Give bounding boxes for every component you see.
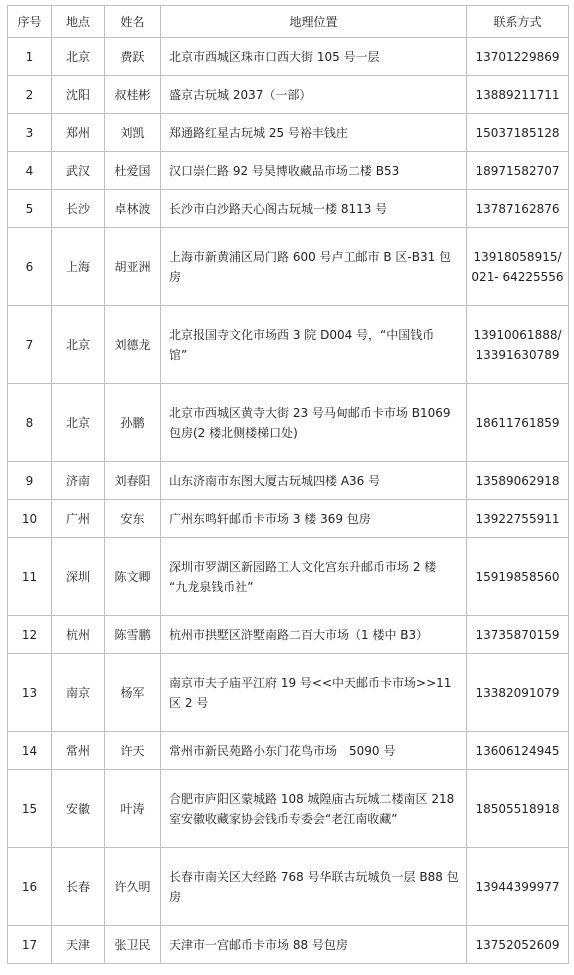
cell-name: 叔桂彬	[105, 76, 161, 114]
cell-location	[161, 538, 467, 616]
cell-location	[161, 654, 467, 732]
contact-line: 13889211711	[475, 87, 560, 102]
cell-city: 常州	[52, 732, 105, 770]
cell-contact	[467, 38, 569, 76]
cell-city: 北京	[52, 306, 105, 384]
cell-contact	[467, 384, 569, 462]
table-row	[8, 306, 569, 384]
location-line: 常州市新民苑路小东门花鸟市场 5090 号	[169, 743, 396, 758]
cell-name: 许久明	[105, 848, 161, 926]
cell-contact	[467, 306, 569, 384]
location-line: 馆”	[169, 347, 188, 362]
cell-city: 杭州	[52, 616, 105, 654]
contact-line: 13918058915/	[473, 249, 562, 264]
cell-index: 11	[8, 538, 52, 616]
table-row	[8, 190, 569, 228]
contact-line: 13944399977	[475, 879, 560, 894]
cell-city: 沈阳	[52, 76, 105, 114]
cell-city: 天津	[52, 926, 105, 964]
cell-location	[161, 848, 467, 926]
location-line: 长沙市白沙路天心阁古玩城一楼 8113 号	[169, 201, 388, 216]
table-row	[8, 500, 569, 538]
location-line: 汉口崇仁路 92 号昊博收藏品市场二楼 B53	[169, 163, 400, 178]
cell-name: 刘德龙	[105, 306, 161, 384]
cell-index: 1	[8, 38, 52, 76]
location-line: 山东济南市东图大厦古玩城四楼 A36 号	[169, 473, 381, 488]
table-row	[8, 76, 569, 114]
table-row	[8, 732, 569, 770]
contact-line: 13910061888/	[473, 327, 562, 342]
cell-index: 5	[8, 190, 52, 228]
header-location: 地理位置	[161, 6, 467, 38]
cell-contact	[467, 732, 569, 770]
cell-contact	[467, 538, 569, 616]
table-row	[8, 848, 569, 926]
location-line: 室安徽收藏家协会钱币专委会“老江南收藏”	[169, 811, 398, 826]
header-name: 姓名	[105, 6, 161, 38]
location-line: 南京市夫子庙平江府 19 号<<中天邮币卡市场>>11	[169, 675, 452, 690]
table-row	[8, 616, 569, 654]
cell-location	[161, 228, 467, 306]
cell-name: 卓林波	[105, 190, 161, 228]
cell-location	[161, 306, 467, 384]
location-line: 郑通路红星古玩城 25 号裕丰钱庄	[169, 125, 348, 140]
contact-line: 13589062918	[475, 473, 560, 488]
cell-location	[161, 190, 467, 228]
header-row	[8, 6, 569, 38]
cell-location	[161, 462, 467, 500]
location-line: 房	[169, 889, 182, 904]
cell-city: 长沙	[52, 190, 105, 228]
contact-line: 021- 64225556	[471, 269, 564, 284]
cell-index: 16	[8, 848, 52, 926]
header-city: 地点	[52, 6, 105, 38]
cell-city: 上海	[52, 228, 105, 306]
cell-index: 15	[8, 770, 52, 848]
contact-line: 13382091079	[475, 685, 560, 700]
cell-name: 安东	[105, 500, 161, 538]
contact-line: 15919858560	[475, 569, 560, 584]
contact-line: 13752052609	[475, 937, 560, 952]
cell-location	[161, 926, 467, 964]
table-body	[8, 38, 569, 964]
cell-index: 13	[8, 654, 52, 732]
contact-line: 18971582707	[475, 163, 560, 178]
contact-line: 13391630789	[475, 347, 560, 362]
contact-line: 13606124945	[475, 743, 560, 758]
table-row	[8, 38, 569, 76]
cell-contact	[467, 228, 569, 306]
cell-index: 8	[8, 384, 52, 462]
contact-line: 13787162876	[475, 201, 560, 216]
cell-index: 14	[8, 732, 52, 770]
cell-index: 7	[8, 306, 52, 384]
cell-name: 许天	[105, 732, 161, 770]
table-row	[8, 538, 569, 616]
cell-city: 济南	[52, 462, 105, 500]
table-row	[8, 654, 569, 732]
dealer-table	[7, 5, 569, 964]
location-line: 盛京古玩城 2037（一部）	[169, 87, 312, 102]
cell-city: 北京	[52, 38, 105, 76]
cell-name: 孙鹏	[105, 384, 161, 462]
contact-line: 18505518918	[475, 801, 560, 816]
cell-contact	[467, 654, 569, 732]
cell-contact	[467, 114, 569, 152]
cell-city: 深圳	[52, 538, 105, 616]
contact-line: 13922755911	[475, 511, 560, 526]
location-line: 北京市西城区黄寺大街 23 号马甸邮币卡市场 B1069	[169, 405, 451, 420]
table-row	[8, 462, 569, 500]
table-row	[8, 152, 569, 190]
contact-line: 15037185128	[475, 125, 560, 140]
cell-index: 12	[8, 616, 52, 654]
cell-name: 陈雪鹏	[105, 616, 161, 654]
location-line: 合肥市庐阳区蒙城路 108 城隍庙古玩城二楼南区 218	[169, 791, 455, 806]
cell-name: 刘春阳	[105, 462, 161, 500]
cell-location	[161, 732, 467, 770]
header-index: 序号	[8, 6, 52, 38]
cell-city: 北京	[52, 384, 105, 462]
cell-city: 长春	[52, 848, 105, 926]
location-line: 广州东鸣轩邮币卡市场 3 楼 369 包房	[169, 511, 371, 526]
cell-index: 2	[8, 76, 52, 114]
cell-name: 刘凯	[105, 114, 161, 152]
cell-contact	[467, 190, 569, 228]
cell-contact	[467, 462, 569, 500]
contact-line: 18611761859	[475, 415, 560, 430]
contact-line: 13701229869	[475, 49, 560, 64]
table-row	[8, 384, 569, 462]
cell-contact	[467, 770, 569, 848]
location-line: 上海市新黄浦区局门路 600 号卢工邮市 B 区-B31 包房	[169, 249, 452, 284]
cell-name: 费跃	[105, 38, 161, 76]
cell-location	[161, 114, 467, 152]
cell-location	[161, 152, 467, 190]
cell-city: 安徽	[52, 770, 105, 848]
location-line: 北京报国寺文化市场西 3 院 D004 号，“中国钱币	[169, 327, 435, 342]
cell-contact	[467, 926, 569, 964]
cell-location	[161, 384, 467, 462]
cell-index: 17	[8, 926, 52, 964]
table-row	[8, 926, 569, 964]
table-row	[8, 770, 569, 848]
cell-index: 10	[8, 500, 52, 538]
cell-index: 9	[8, 462, 52, 500]
cell-contact	[467, 152, 569, 190]
location-line: 深圳市罗湖区新园路工人文化宫东升邮币市场 2 楼	[169, 559, 437, 574]
location-line: 杭州市拱墅区浒墅南路二百大市场（1 楼中 B3）	[169, 627, 429, 642]
cell-contact	[467, 76, 569, 114]
cell-contact	[467, 848, 569, 926]
cell-name: 杨军	[105, 654, 161, 732]
cell-index: 4	[8, 152, 52, 190]
contact-line: 13735870159	[475, 627, 560, 642]
cell-index: 3	[8, 114, 52, 152]
cell-index: 6	[8, 228, 52, 306]
cell-location	[161, 38, 467, 76]
cell-location	[161, 616, 467, 654]
table-row	[8, 228, 569, 306]
location-line: 天津市一宫邮币卡市场 88 号包房	[169, 937, 348, 952]
location-line: 包房(2 楼北侧楼梯口处)	[169, 425, 298, 440]
location-line: “九龙泉钱币社”	[169, 579, 254, 594]
cell-location	[161, 770, 467, 848]
table-row	[8, 114, 569, 152]
cell-location	[161, 76, 467, 114]
cell-location	[161, 500, 467, 538]
cell-name: 胡亚洲	[105, 228, 161, 306]
location-line: 长春市南关区大经路 768 号华联古玩城负一层 B88 包	[169, 869, 459, 884]
cell-contact	[467, 500, 569, 538]
cell-name: 叶涛	[105, 770, 161, 848]
cell-city: 南京	[52, 654, 105, 732]
location-line: 区 2 号	[169, 695, 209, 710]
cell-city: 广州	[52, 500, 105, 538]
cell-city: 郑州	[52, 114, 105, 152]
cell-city: 武汉	[52, 152, 105, 190]
cell-contact	[467, 616, 569, 654]
cell-name: 杜爱国	[105, 152, 161, 190]
cell-name: 张卫民	[105, 926, 161, 964]
cell-name: 陈文卿	[105, 538, 161, 616]
header-contact: 联系方式	[467, 6, 569, 38]
location-line: 北京市西城区珠市口西大街 105 号一层	[169, 49, 380, 64]
